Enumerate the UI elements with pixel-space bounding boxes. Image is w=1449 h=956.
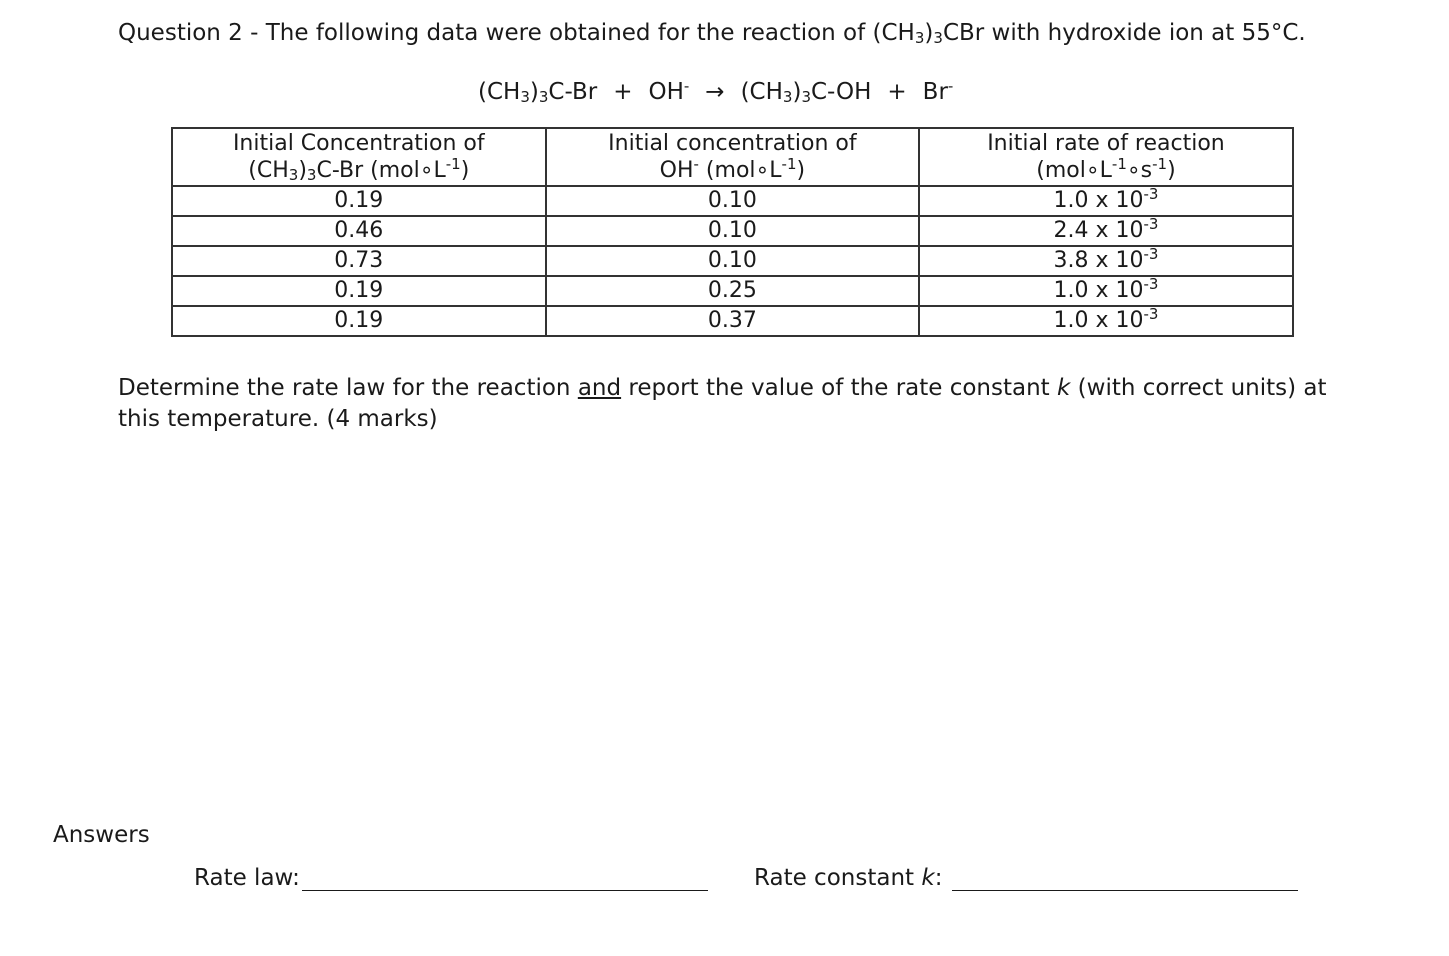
- header-initial-rate: Initial rate of reaction $(mol\circ L^{-1}\circ s^{-1})$: [919, 128, 1293, 186]
- tbutyl-bromide-concentration-cell: 0.19: [172, 276, 546, 306]
- tbutyl-bromide-concentration-cell: 0.73: [172, 246, 546, 276]
- hydroxide-concentration-cell: 0.37: [546, 306, 920, 336]
- table-row: [172, 276, 1293, 306]
- reaction-equation: $(CH_3)_3C-Br + OH^- \to (CH_3)_3C-OH + Br^-$: [478, 77, 954, 106]
- question-text: Question 2 - The following data were obtained for the reaction of $(CH_3)_3CBr$ with hydroxide ion at 55°C.: [118, 20, 1306, 47]
- header-hydroxide-concentration: Initial concentration of OH- $(mol\circ L^{-1})$: [546, 128, 920, 186]
- hydroxide-concentration-cell: 0.25: [546, 276, 920, 306]
- tbutyl-bromide-concentration-cell: 0.19: [172, 186, 546, 216]
- table-row: [172, 216, 1293, 246]
- arrow-icon: →: [705, 79, 725, 105]
- initial-rate-cell: 2.4 x $10^{-3}$: [919, 216, 1293, 246]
- table-header-row: [172, 128, 1293, 186]
- hydroxide-concentration-cell: 0.10: [546, 216, 920, 246]
- initial-rate-cell: 1.0 x $10^{-3}$: [919, 306, 1293, 336]
- initial-rate-cell: 1.0 x $10^{-3}$: [919, 186, 1293, 216]
- table-row: [172, 246, 1293, 276]
- rate-constant-label: Rate constant k:: [754, 865, 943, 891]
- header-tbutyl-bromide-concentration: Initial Concentration of $(CH_3)_3C-Br$ $(mol\circ L^{-1})$: [172, 128, 546, 186]
- table-row: [172, 186, 1293, 216]
- hydroxide-concentration-cell: 0.10: [546, 246, 920, 276]
- tbutyl-bromide-concentration-cell: 0.46: [172, 216, 546, 246]
- plus-sign: +: [613, 79, 633, 105]
- rate-constant-blank[interactable]: [952, 866, 1298, 891]
- initial-rate-cell: 3.8 x $10^{-3}$: [919, 246, 1293, 276]
- plus-sign: +: [887, 79, 907, 105]
- rate-constant-answer: [754, 863, 1298, 893]
- rate-law-blank[interactable]: [302, 866, 708, 891]
- rate-law-answer: [194, 863, 708, 893]
- initial-rate-cell: 1.0 x $10^{-3}$: [919, 276, 1293, 306]
- tbutyl-bromide-concentration-cell: 0.19: [172, 306, 546, 336]
- hydroxide-concentration-cell: 0.10: [546, 186, 920, 216]
- instruction-text: Determine the rate law for the reaction and report the value of the rate constant k (with correct units) at this temperature. (4 marks): [118, 375, 1327, 432]
- table-row: [172, 306, 1293, 336]
- kinetics-data-table: [171, 127, 1294, 337]
- rate-constant-symbol: k: [1057, 375, 1071, 401]
- answers-heading: Answers: [53, 822, 150, 848]
- rate-law-label: Rate law:: [194, 865, 300, 891]
- underlined-and: and: [577, 375, 622, 401]
